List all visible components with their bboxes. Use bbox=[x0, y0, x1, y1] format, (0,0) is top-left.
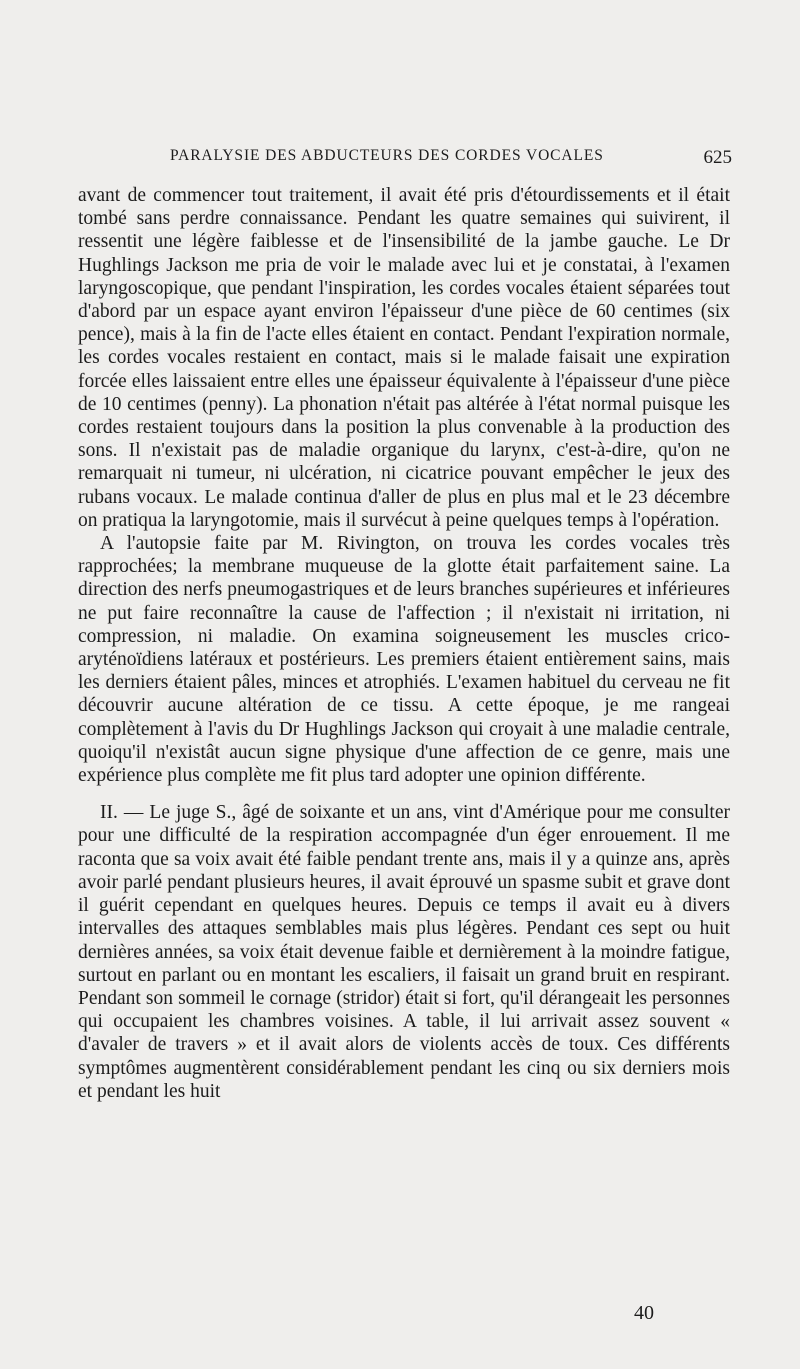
running-title: PARALYSIE DES ABDUCTEURS DES CORDES VOCALES bbox=[170, 147, 604, 164]
page-number: 625 bbox=[703, 147, 732, 168]
paragraph-case-ii: II. — Le juge S., âgé de soixante et un ans, vint d'Amérique pour me consulter pour une difficulté de la respiration accompagnée d'un éger enrouement. Il me raconta que sa voix avait été faible pendant trente ans, mais il y a quinze ans, après avoir parlé pendant plusieurs heures, il avait éprouvé un spasme subit et grave dont il guérit cependant en quelques heures. Depuis ce temps il avait eu à divers intervalles des attaques semblables mais plus légères. Pendant ces sept ou huit dernières années, sa voix était devenue faible et dernièrement à la moindre fatigue, surtout en parlant ou en montant les escaliers, il faisait un grand bruit en respirant. Pendant son sommeil le cornage (stridor) était si fort, qu'il dérangeait les personnes qui occupaient les chambres voisines. A table, il lui arrivait assez souvent « d'avaler de travers » et il avait alors de violents accès de toux. Ces différents symptômes augmentèrent considérablement pendant les cinq ou six derniers mois et pendant les huit bbox=[78, 802, 730, 1102]
paragraph-continuation: avant de commencer tout traitement, il avait été pris d'étourdissements et il était tombé sans perdre connaissance. Pendant les quatre semaines qui suivirent, il ressentit une légère faiblesse et de l'insensibilité de la jambe gauche. Le Dr Hughlings Jackson me pria de voir le malade avec lui et je constatai, à l'examen laryngoscopique, que pendant l'inspiration, les cordes vocales étaient séparées tout d'abord par un espace ayant environ l'épaisseur d'une pièce de 60 centimes (six pence), mais à la fin de l'acte elles étaient en contact. Pendant l'expiration normale, les cordes vocales restaient en contact, mais si le malade faisait une expiration forcée elles laissaient entre elles une épaisseur équivalente à l'épaisseur d'une pièce de 10 centimes (penny). La phonation n'était pas altérée à l'état normal puisque les cordes restaient toujours dans la position la plus convenable à la production des sons. Il n'existait pas de maladie organique du larynx, c'est-à-dire, qu'on ne remarquait ni tumeur, ni ulcération, ni cicatrice pouvant empêcher le jeux des rubans vocaux. Le malade continua d'aller de plus en plus mal et le 23 décembre on pratiqua la laryngotomie, mais il survécut à peine quelques temps à l'opération. bbox=[78, 185, 730, 531]
signature-number: 40 bbox=[634, 1302, 654, 1324]
body-text bbox=[78, 184, 730, 1103]
page-header bbox=[78, 147, 732, 173]
paragraph-autopsy: A l'autopsie faite par M. Rivington, on trouva les cordes vocales très rapprochées; la membrane muqueuse de la glotte était parfaitement saine. La direction des nerfs pneumogastriques et de leurs branches supérieures et inférieures ne put faire reconnaître la cause de l'affection ; il n'existait ni irritation, ni compression, ni maladie. On examina soigneusement les muscles crico-aryténoïdiens latéraux et postérieurs. Les premiers étaient entièrement sains, mais les derniers étaient pâles, minces et atrophiés. L'examen habituel du cerveau ne fit découvrir aucune altération de ce tissu. A cette époque, je me rangeai complètement à l'avis du Dr Hughlings Jackson qui croyait à une maladie centrale, quoiqu'il n'existât aucun signe physique d'une affection de ce genre, mais une expérience plus complète me fit plus tard adopter une opinion différente. bbox=[78, 533, 730, 787]
